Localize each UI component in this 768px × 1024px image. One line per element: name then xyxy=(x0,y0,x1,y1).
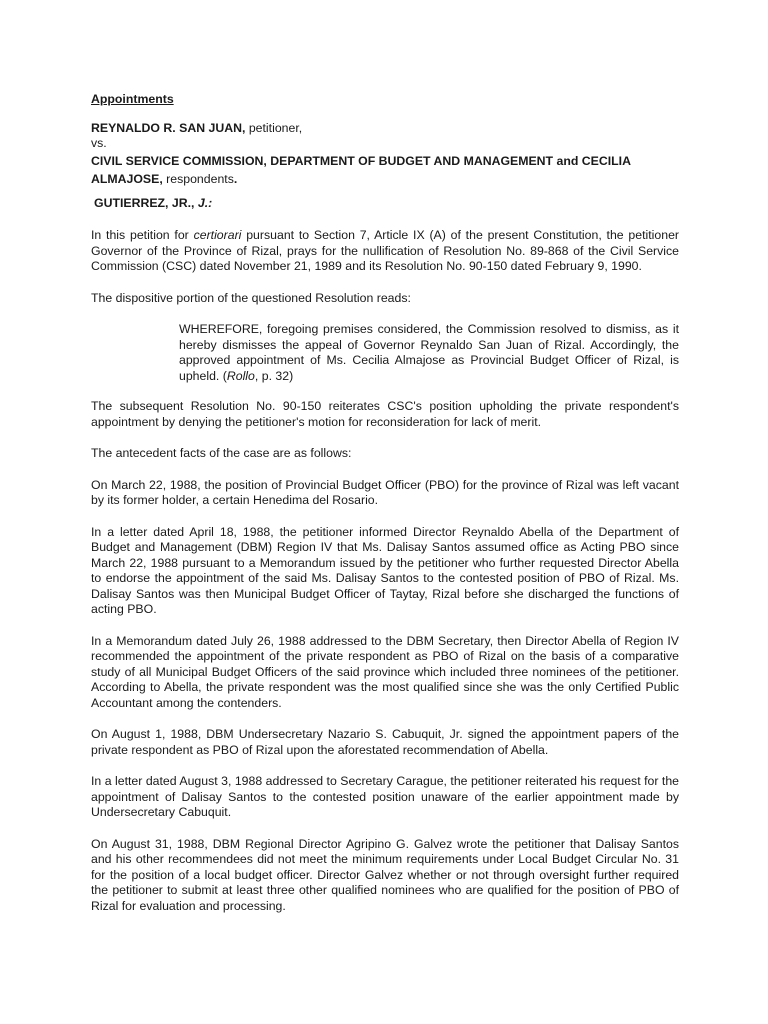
paragraph-subsequent-resolution: The subsequent Resolution No. 90-150 reiterates CSC's position upholding the private respondent's appointment by denying the petitioner's motion for reconsideration for lack of merit. xyxy=(91,399,679,429)
paragraph-april-18: In a letter dated April 18, 1988, the petitioner informed Director Reynaldo Abella of the Department of Budget and Management (DBM) Region IV that Ms. Dalisay Santos assumed office as Acting PBO since March 22, 1988 pursuant to a Memorandum issued by the petitioner who further requested Director Abella to endorse the appointment of the said Ms. Dalisay Santos to the contested position of PBO of Rizal. Ms. Dalisay Santos was then Municipal Budget Officer of Taytay, Rizal before she discharged the functions of acting PBO. xyxy=(91,524,679,616)
block-quote-resolution xyxy=(91,322,679,384)
respondents-line xyxy=(91,152,679,188)
judge-title: J.: xyxy=(197,195,213,210)
ponente-line xyxy=(91,196,679,212)
paragraph-march-22: On March 22, 1988, the position of Provincial Budget Officer (PBO) for the province of Rizal was left vacant by its former holder, a certain Henedima del Rosario. xyxy=(91,477,679,507)
paragraph-italic-term: certiorari xyxy=(193,228,242,242)
quote-text: WHEREFORE, foregoing premises considered, the Commission resolved to dismiss, as it hereby dismisses the appeal of Governor Reynaldo San Juan of Rizal. Accordingly, the approved appointment of Ms. Cecilia Almajose as Provincial Budget Officer of Rizal, is upheld. ( xyxy=(179,322,679,383)
petitioner-role: petitioner, xyxy=(245,120,303,135)
petitioner-name: REYNALDO R. SAN JUAN, xyxy=(91,120,246,135)
document-page xyxy=(91,92,679,930)
paragraph-petition xyxy=(91,228,679,275)
paragraph-august-31: On August 31, 1988, DBM Regional Director Agripino G. Galvez wrote the petitioner that Dalisay Santos and his other recommendees did not meet the minimum requirements under Local Budget Circular No. 31 for the position of a local budget officer. Director Galvez whether or not through oversight further required the petitioner to submit at least three other qualified nominees who are qualified for the position of PBO of Rizal for evaluation and processing. xyxy=(91,836,679,913)
paragraph-august-1: On August 1, 1988, DBM Undersecretary Nazario S. Cabuquit, Jr. signed the appointment papers of the private respondent as PBO of Rizal upon the aforestated recommendation of Abella. xyxy=(91,727,679,757)
quote-italic-term: Rollo xyxy=(226,368,255,383)
respondents-period: . xyxy=(233,171,238,186)
paragraph-text: In this petition for xyxy=(91,228,194,242)
paragraph-text: pursuant to Section 7, Article IX (A) of the present Constitution, the petitioner Governor of the Province of Rizal, prays for the nullification of Resolution No. 89-868 of the Civil Service Commission (CSC) dated November 21, 1989 and its Resolution No. 90-150 dated February 9, 1990. xyxy=(91,228,680,273)
judge-name: GUTIERREZ, JR., xyxy=(94,195,198,210)
paragraph-dispositive-intro: The dispositive portion of the questioned Resolution reads: xyxy=(91,290,411,305)
respondents-role: respondents xyxy=(162,171,234,186)
petitioner-line xyxy=(91,121,679,137)
versus-line: vs. xyxy=(91,136,107,150)
paragraph-august-3: In a letter dated August 3, 1988 addressed to Secretary Carague, the petitioner reiterated his request for the appointment of Dalisay Santos to the contested position unaware of the earlier appointment made by Undersecretary Cabuquit. xyxy=(91,774,679,819)
paragraph-antecedent-facts: The antecedent facts of the case are as follows: xyxy=(91,446,352,460)
paragraph-july-26: In a Memorandum dated July 26, 1988 addressed to the DBM Secretary, then Director Abella of Region IV recommended the appointment of the private respondent as PBO of Rizal on the basis of a comparative study of all Municipal Budget Officers of the said province which included three nominees of the petitioner. According to Abella, the private respondent was the most qualified since she was the only Certified Public Accountant among the contenders. xyxy=(91,633,679,710)
respondents-names: CIVIL SERVICE COMMISSION, DEPARTMENT OF BUDGET AND MANAGEMENT and CECILIA ALMAJOSE, xyxy=(91,153,631,186)
section-heading: Appointments xyxy=(91,92,174,106)
quote-text: , p. 32) xyxy=(254,368,294,383)
